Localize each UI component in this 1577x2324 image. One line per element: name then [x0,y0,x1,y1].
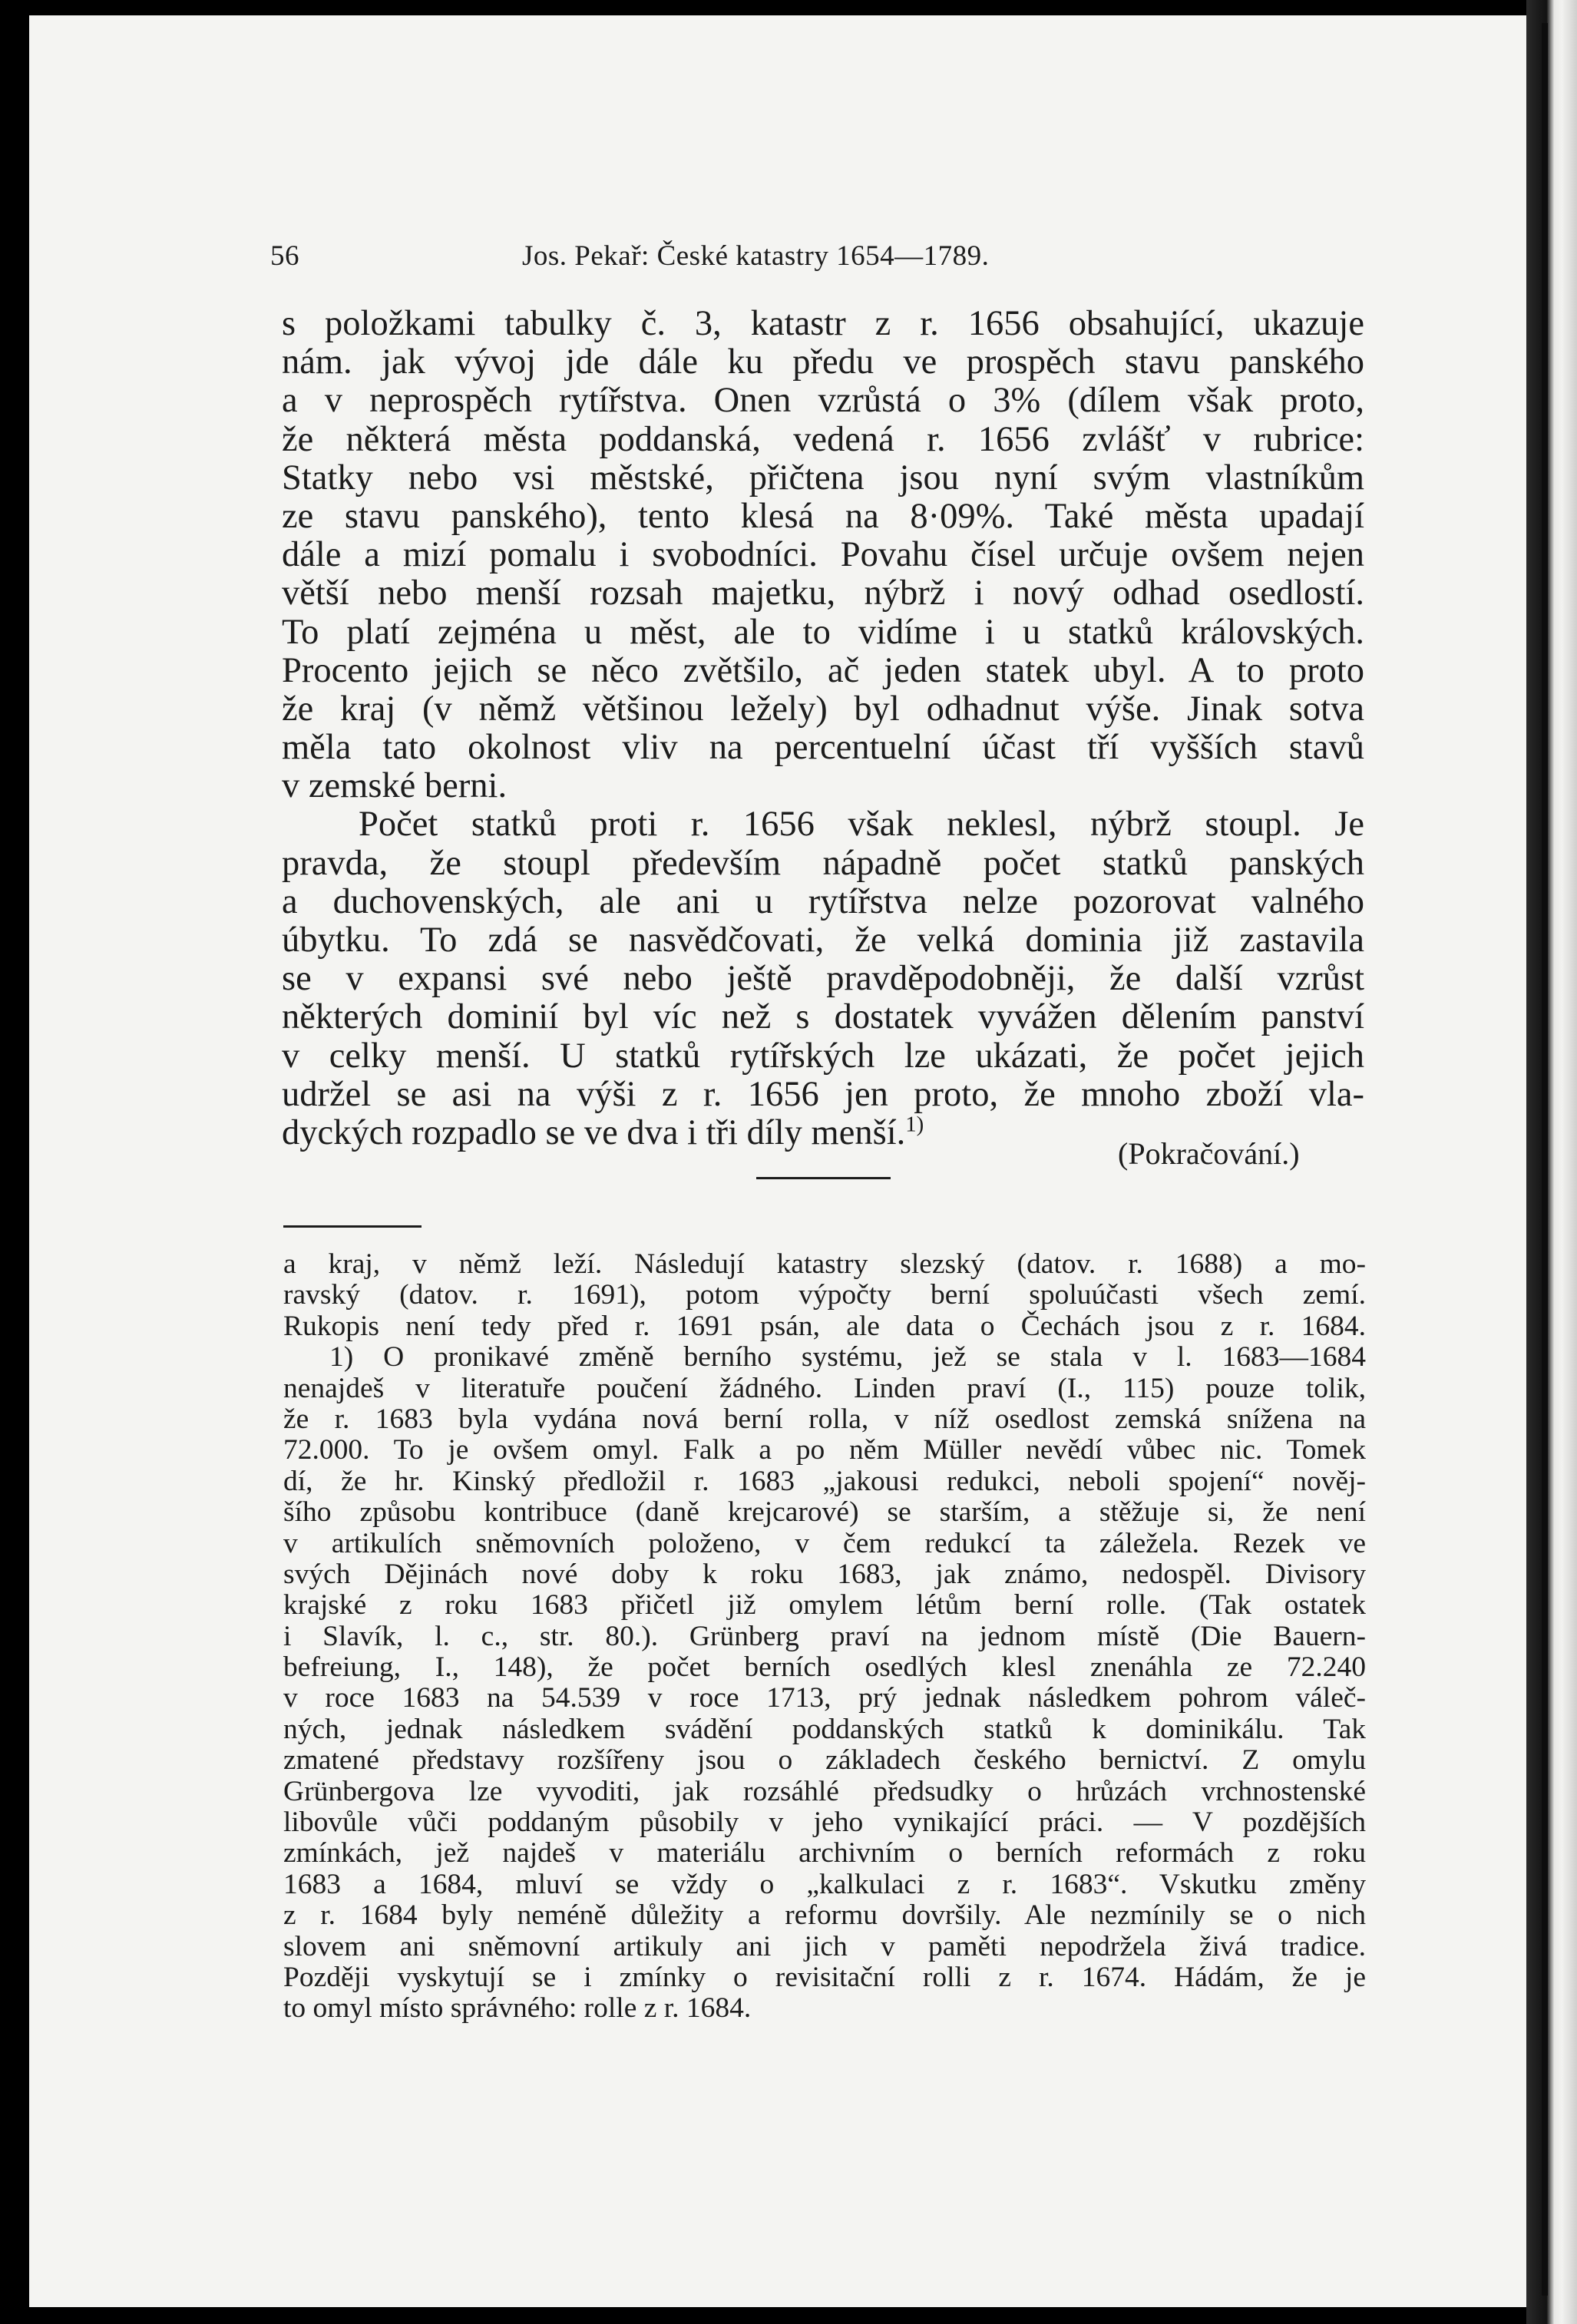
footnote-line: befreiung, I., 148), že počet berních osedlých klesl znenáhla ze 72.240 [283,1651,1366,1684]
body-line: To platí zejména u měst, ale to vidíme i u statků královských. [282,612,1364,652]
footnote-line: svých Dějinách nové doby k roku 1683, jak známo, nedospěl. Divisory [283,1558,1366,1590]
body-line: některých dominií byl víc než s dostatek vyvážen dělením panství [282,997,1364,1037]
footnote-line: šího způsobu kontribuce (daně krejcarové) se starším, a stěžuje si, že není [283,1496,1366,1529]
footnote-line: 1683 a 1684, mluví se vždy o „kalkulaci z r. 1683“. Vskutku změny [283,1868,1366,1900]
footnote-line: že r. 1683 byla vydána nová berní rolla, v níž osedlost zemská snížena na [283,1403,1366,1435]
body-line: a v neprospěch rytířstva. Onen vzrůstá o 3% (dílem však proto, [282,381,1364,421]
body-line: úbytku. To zdá se nasvědčovati, že velká dominia již zastavila [282,921,1364,960]
footnote-line: to omyl místo správného: rolle z r. 1684. [283,1992,752,2025]
footnote-line: 72.000. To je ovšem omyl. Falk a po něm Müller nevědí vůbec nic. Tomek [283,1434,1366,1466]
continuation-note: (Pokračování.) [1118,1136,1300,1171]
body-line: Procento jejich se něco zvětšilo, ač jeden statek ubyl. A to proto [282,650,1364,690]
footnote-line: slovem ani sněmovní artikuly ani jich v paměti nepodržela živá tradice. [283,1930,1366,1962]
body-line: v celky menší. U statků rytířských lze ukázati, že počet jejich [282,1036,1364,1076]
footnote-line: krajské z roku 1683 přičetl již omylem létům berní rolle. (Tak ostatek [283,1589,1366,1622]
footnote-line: 1) O pronikavé změně berního systému, jež se stala v l. 1683—1684 [329,1341,1366,1374]
footnote-line: a kraj, v němž leží. Následují katastry slezský (datov. r. 1688) a mo- [283,1248,1366,1280]
body-line: větší nebo menší rozsah majetku, nýbrž i nový odhad osedlostí. [282,574,1364,613]
body-line: že některá města poddanská, vedená r. 1656 zvlášť v rubrice: [282,419,1364,459]
body-line: ze stavu panského), tento klesá na 8·09%. Také města upadají [282,496,1364,536]
footnotes [283,1249,1366,2025]
body-line: nám. jak vývoj jde dále ku předu ve prospěch stavu panského [282,342,1364,382]
footnote-line: libovůle vůči poddaným působily v jeho vynikající práci. — V pozdějších [283,1807,1366,1839]
footnote-line: ravský (datov. r. 1691), potom výpočty berní spoluúčasti všech zemí. [283,1279,1366,1311]
footnote-line: nenajdeš v literatuře poučení žádného. Linden praví (I., 115) pouze tolik, [283,1372,1366,1404]
body-line-text: dyckých rozpadlo se ve dva i tři díly menší. [282,1112,906,1152]
footnote-line: Později vyskytují se i zmínky o revisitační rolli z r. 1674. Hádám, že je [283,1961,1366,1993]
body-line: v zemské berni. [282,766,507,806]
running-header [270,240,1345,286]
body-line: měla tato okolnost vliv na percentuelní účast tří vyšších stavů [282,728,1364,768]
body-line: dále a mizí pomalu i svobodníci. Povahu čísel určuje ovšem nejen [282,535,1364,575]
body-line: Počet statků proti r. 1656 však neklesl, nýbrž stoupl. Je [359,805,1364,845]
body-line: udržel se asi na výši z r. 1656 jen proto, že mnoho zboží vla- [282,1074,1364,1114]
footnote-line: Rukopis není tedy před r. 1691 psán, ale data o Čechách jsou z r. 1684. [283,1310,1366,1342]
body-line: se v expansi své nebo ještě pravděpodobněji, že další vzrůst [282,959,1364,999]
footnote-line: ných, jednak následkem svádění poddanských statků k dominikálu. Tak [283,1713,1366,1745]
page-number: 56 [270,240,299,272]
body-line: a duchovenských, ale ani u rytířstva nelze pozorovat valného [282,881,1364,921]
footnote-rule [283,1225,422,1228]
footnote-line: zmínkách, jež najdeš v materiálu archivním o berních reformách z roku [283,1837,1366,1869]
body-line: že kraj (v němž většinou ležely) byl odhadnut výše. Jinak sotva [282,689,1364,729]
body-line: Statky nebo vsi městské, přičtena jsou nyní svým vlastníkům [282,458,1364,498]
footnote-line: v artikulích sněmovních položeno, v čem redukcí ta záležela. Rezek ve [283,1527,1366,1559]
footnote-line: z r. 1684 byly neméně důležity a reformu dovršily. Ale nezmínily se o nich [283,1899,1366,1932]
page-edge-strip [1526,0,1577,2324]
footnote-marker: 1) [905,1112,924,1137]
main-text [282,305,1364,1152]
body-line: pravda, že stoupl především nápadně počet statků panských [282,843,1364,883]
footnote-line: i Slavík, l. c., str. 80.). Grünberg praví na jednom místě (Die Bauern- [283,1620,1366,1652]
footnote-line: Grünbergova lze vyvoditi, jak rozsáhlé předsudky o hrůzách vrchnostenské [283,1775,1366,1807]
footnote-line: v roce 1683 na 54.539 v roce 1713, prý jednak následkem pohrom váleč- [283,1682,1366,1714]
running-title: Jos. Pekař: České katastry 1654—1789. [522,240,990,272]
footnote-line: zmatené představy rozšířeny jsou o základech českého bernictví. Z omylu [283,1744,1366,1777]
section-rule [756,1177,891,1179]
body-line: s položkami tabulky č. 3, katastr z r. 1656 obsahující, ukazuje [282,304,1364,343]
footnote-line: dí, že hr. Kinský předložil r. 1683 „jakousi redukci, neboli spojení“ nověj- [283,1465,1366,1497]
